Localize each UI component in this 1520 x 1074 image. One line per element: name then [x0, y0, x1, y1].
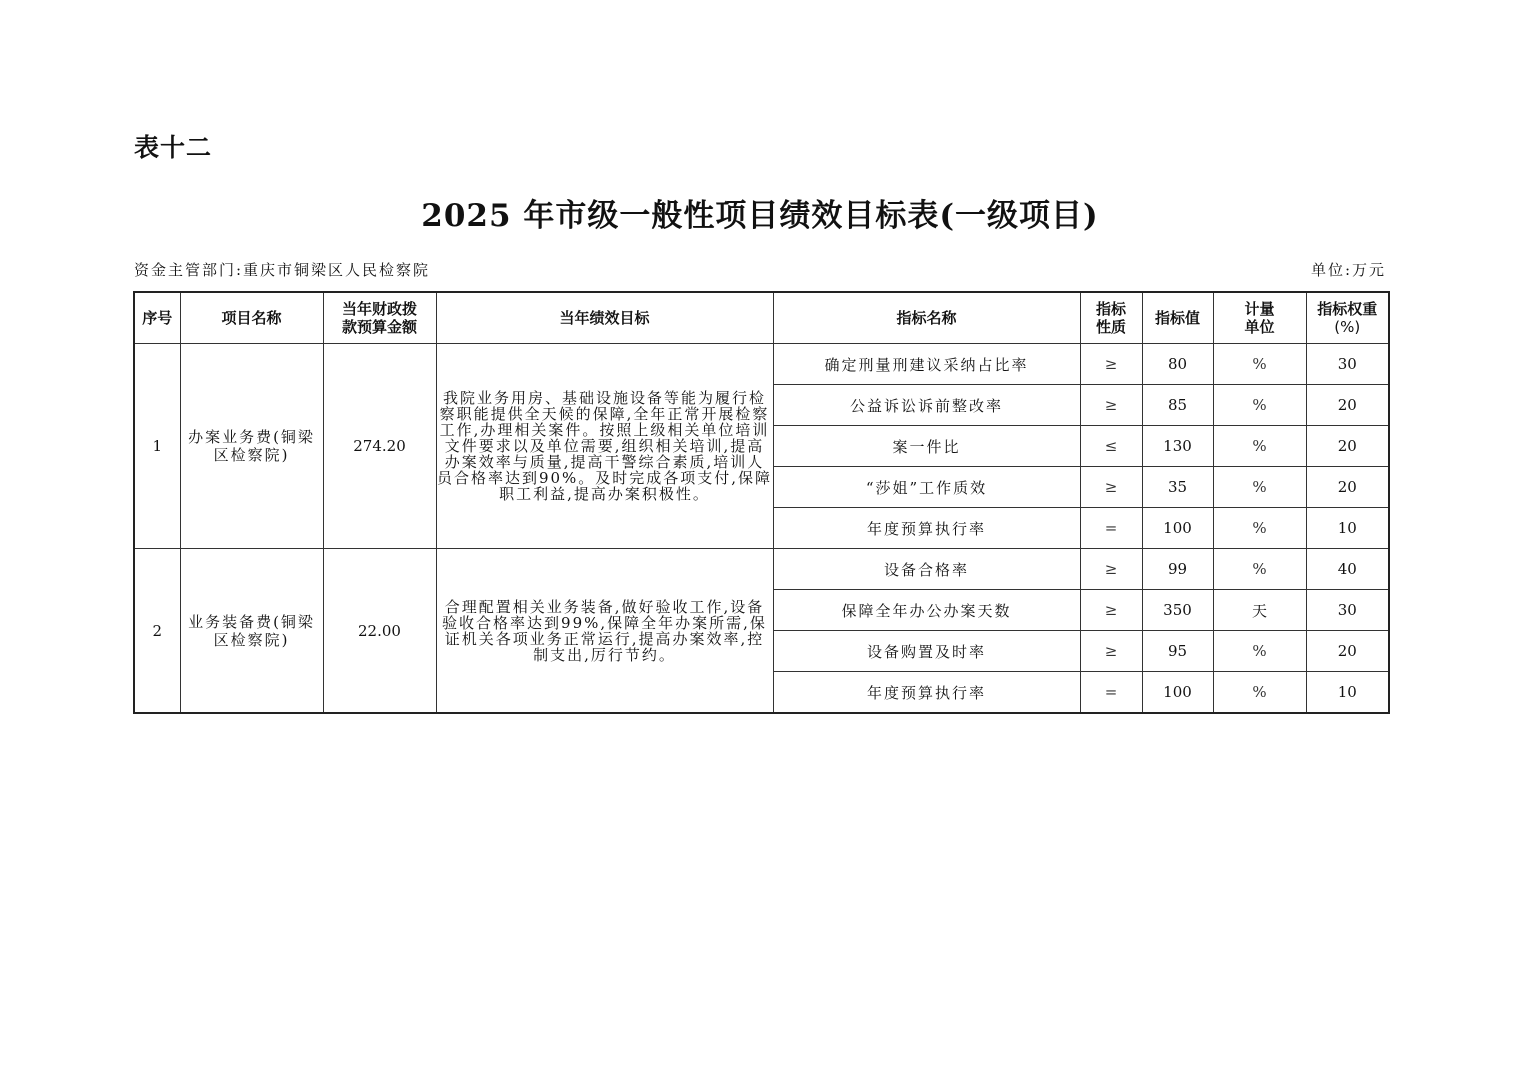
indicator-unit: % — [1213, 426, 1306, 467]
indicator-name: 年度预算执行率 — [773, 672, 1080, 714]
unit-label: 单位:万元 — [1310, 261, 1386, 279]
project-name: 业务装备费(铜梁区检察院) — [180, 549, 323, 714]
indicator-unit: % — [1213, 549, 1306, 590]
indicator-name: 保障全年办公办案天数 — [773, 590, 1080, 631]
project-goal: 我院业务用房、基础设施设备等能为履行检察职能提供全天候的保障,全年正常开展检察工作,办理相关案件。按照上级相关单位培训文件要求以及单位需要,组织相关培训,提高办案效率与质量,提高干警综合素质,培训人员合格率达到90%。及时完成各项支付,保障职工利益,提高办案积极性。 — [436, 344, 773, 549]
project-name: 办案业务费(铜梁区检察院) — [180, 344, 323, 549]
header-seq: 序号 — [134, 292, 180, 344]
indicator-unit: % — [1213, 344, 1306, 385]
indicator-value: 95 — [1142, 631, 1213, 672]
indicator-weight: 30 — [1306, 344, 1389, 385]
header-project-name: 项目名称 — [180, 292, 323, 344]
indicator-weight: 10 — [1306, 672, 1389, 714]
indicator-value: 35 — [1142, 467, 1213, 508]
indicator-nature: ≥ — [1080, 549, 1142, 590]
indicator-nature: = — [1080, 508, 1142, 549]
indicator-weight: 20 — [1306, 385, 1389, 426]
indicator-value: 99 — [1142, 549, 1213, 590]
indicator-nature: = — [1080, 672, 1142, 714]
table-row — [134, 344, 1389, 385]
header-row — [134, 292, 1389, 344]
indicator-value: 350 — [1142, 590, 1213, 631]
header-unit-line1: 计量 — [1244, 300, 1275, 318]
indicator-value: 130 — [1142, 426, 1213, 467]
indicator-name: 公益诉讼诉前整改率 — [773, 385, 1080, 426]
indicator-weight: 10 — [1306, 508, 1389, 549]
project-seq: 2 — [134, 549, 180, 714]
indicator-weight: 30 — [1306, 590, 1389, 631]
header-indicator-name: 指标名称 — [773, 292, 1080, 344]
indicator-name: 年度预算执行率 — [773, 508, 1080, 549]
project-goal: 合理配置相关业务装备,做好验收工作,设备验收合格率达到99%,保障全年办案所需,保证机关各项业务正常运行,提高办案效率,控制支出,厉行节约。 — [436, 549, 773, 714]
indicator-nature: ≥ — [1080, 631, 1142, 672]
indicator-weight: 20 — [1306, 631, 1389, 672]
indicator-unit: 天 — [1213, 590, 1306, 631]
indicator-value: 100 — [1142, 672, 1213, 714]
indicator-name: 设备购置及时率 — [773, 631, 1080, 672]
performance-table — [133, 291, 1390, 714]
project-budget: 22.00 — [323, 549, 436, 714]
indicator-nature: ≤ — [1080, 426, 1142, 467]
header-budget-line2: 款预算金额 — [341, 318, 417, 336]
table-label: 表十二 — [134, 133, 213, 162]
indicator-name: 案一件比 — [773, 426, 1080, 467]
project-seq: 1 — [134, 344, 180, 549]
header-budget-line1: 当年财政拨 — [341, 300, 417, 318]
indicator-weight: 20 — [1306, 426, 1389, 467]
indicator-nature: ≥ — [1080, 467, 1142, 508]
indicator-unit: % — [1213, 631, 1306, 672]
indicator-unit: % — [1213, 508, 1306, 549]
indicator-name: 确定刑量刑建议采纳占比率 — [773, 344, 1080, 385]
header-weight-line2: (%) — [1334, 318, 1361, 336]
indicator-value: 85 — [1142, 385, 1213, 426]
header-budget — [323, 292, 436, 344]
indicator-unit: % — [1213, 385, 1306, 426]
department-label: 资金主管部门:重庆市铜梁区人民检察院 — [134, 261, 431, 279]
header-unit — [1213, 292, 1306, 344]
indicator-weight: 40 — [1306, 549, 1389, 590]
project-budget: 274.20 — [323, 344, 436, 549]
indicator-nature: ≥ — [1080, 590, 1142, 631]
table-row — [134, 549, 1389, 590]
indicator-nature: ≥ — [1080, 344, 1142, 385]
indicator-name: 设备合格率 — [773, 549, 1080, 590]
header-goal: 当年绩效目标 — [436, 292, 773, 344]
indicator-weight: 20 — [1306, 467, 1389, 508]
header-nature — [1080, 292, 1142, 344]
indicator-unit: % — [1213, 467, 1306, 508]
indicator-nature: ≥ — [1080, 385, 1142, 426]
indicator-value: 100 — [1142, 508, 1213, 549]
header-unit-line2: 单位 — [1244, 318, 1275, 336]
header-nature-line1: 指标 — [1095, 300, 1126, 318]
indicator-name: “莎姐”工作质效 — [773, 467, 1080, 508]
indicator-unit: % — [1213, 672, 1306, 714]
indicator-value: 80 — [1142, 344, 1213, 385]
header-weight — [1306, 292, 1389, 344]
header-weight-line1: 指标权重 — [1317, 300, 1378, 318]
header-nature-line2: 性质 — [1095, 318, 1126, 336]
header-value: 指标值 — [1142, 292, 1213, 344]
document-title: 2025 年市级一般性项目绩效目标表(一级项目) — [421, 198, 1099, 234]
